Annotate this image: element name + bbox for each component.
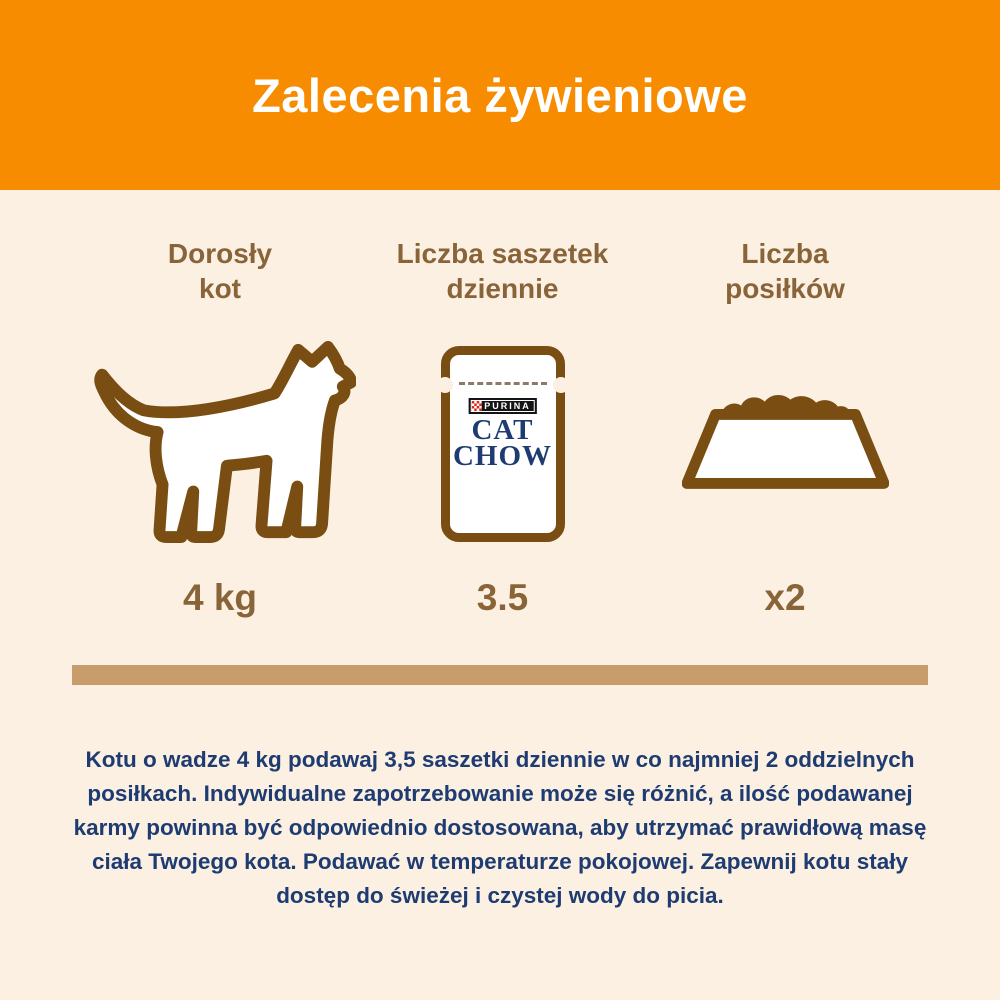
pouch-tear-line	[459, 382, 547, 385]
pouch-tear-notch-right	[553, 377, 569, 393]
pouch-icon	[441, 346, 565, 542]
column-title: Liczba posiłków	[725, 238, 845, 304]
product-wordmark: CAT CHOW	[452, 414, 553, 472]
page-title: Zalecenia żywieniowe	[252, 68, 748, 122]
cat-weight-value: 4 kg	[182, 577, 258, 618]
divider-bar	[72, 665, 928, 685]
bowl-icon	[682, 392, 889, 497]
column-sachets-per-day	[363, 236, 643, 620]
column-meals-per-day	[645, 236, 925, 620]
feeding-instructions-text: Kotu o wadze 4 kg podawaj 3,5 saszetki dziennie w co najmniej 2 oddzielnych posiłkach. Indywidualne zapotrzebowanie może się różnić, a ilość podawanej karmy powinna być odpowiednio dostosowana, aby utrzymać prawidłową masę ciała Twojego kota. Podawać w temperaturze pokojowej. Zapewnij kotu stały dostęp do świeżej i czystej wody do picia.	[73, 747, 927, 908]
column-cat-weight	[80, 236, 360, 620]
cat-icon	[84, 338, 356, 551]
sachets-per-day-value: 3.5	[476, 577, 529, 618]
pouch-tear-notch-left	[437, 377, 453, 393]
recommendation-columns	[0, 236, 1000, 620]
header-band	[0, 0, 1000, 190]
column-title: Dorosły kot	[167, 238, 273, 304]
checkerboard-icon	[471, 401, 481, 411]
column-title: Liczba saszetek dziennie	[396, 238, 609, 304]
meals-per-day-value: x2	[764, 577, 806, 618]
purina-logo	[468, 398, 537, 414]
brand-name: PURINA	[484, 401, 531, 411]
